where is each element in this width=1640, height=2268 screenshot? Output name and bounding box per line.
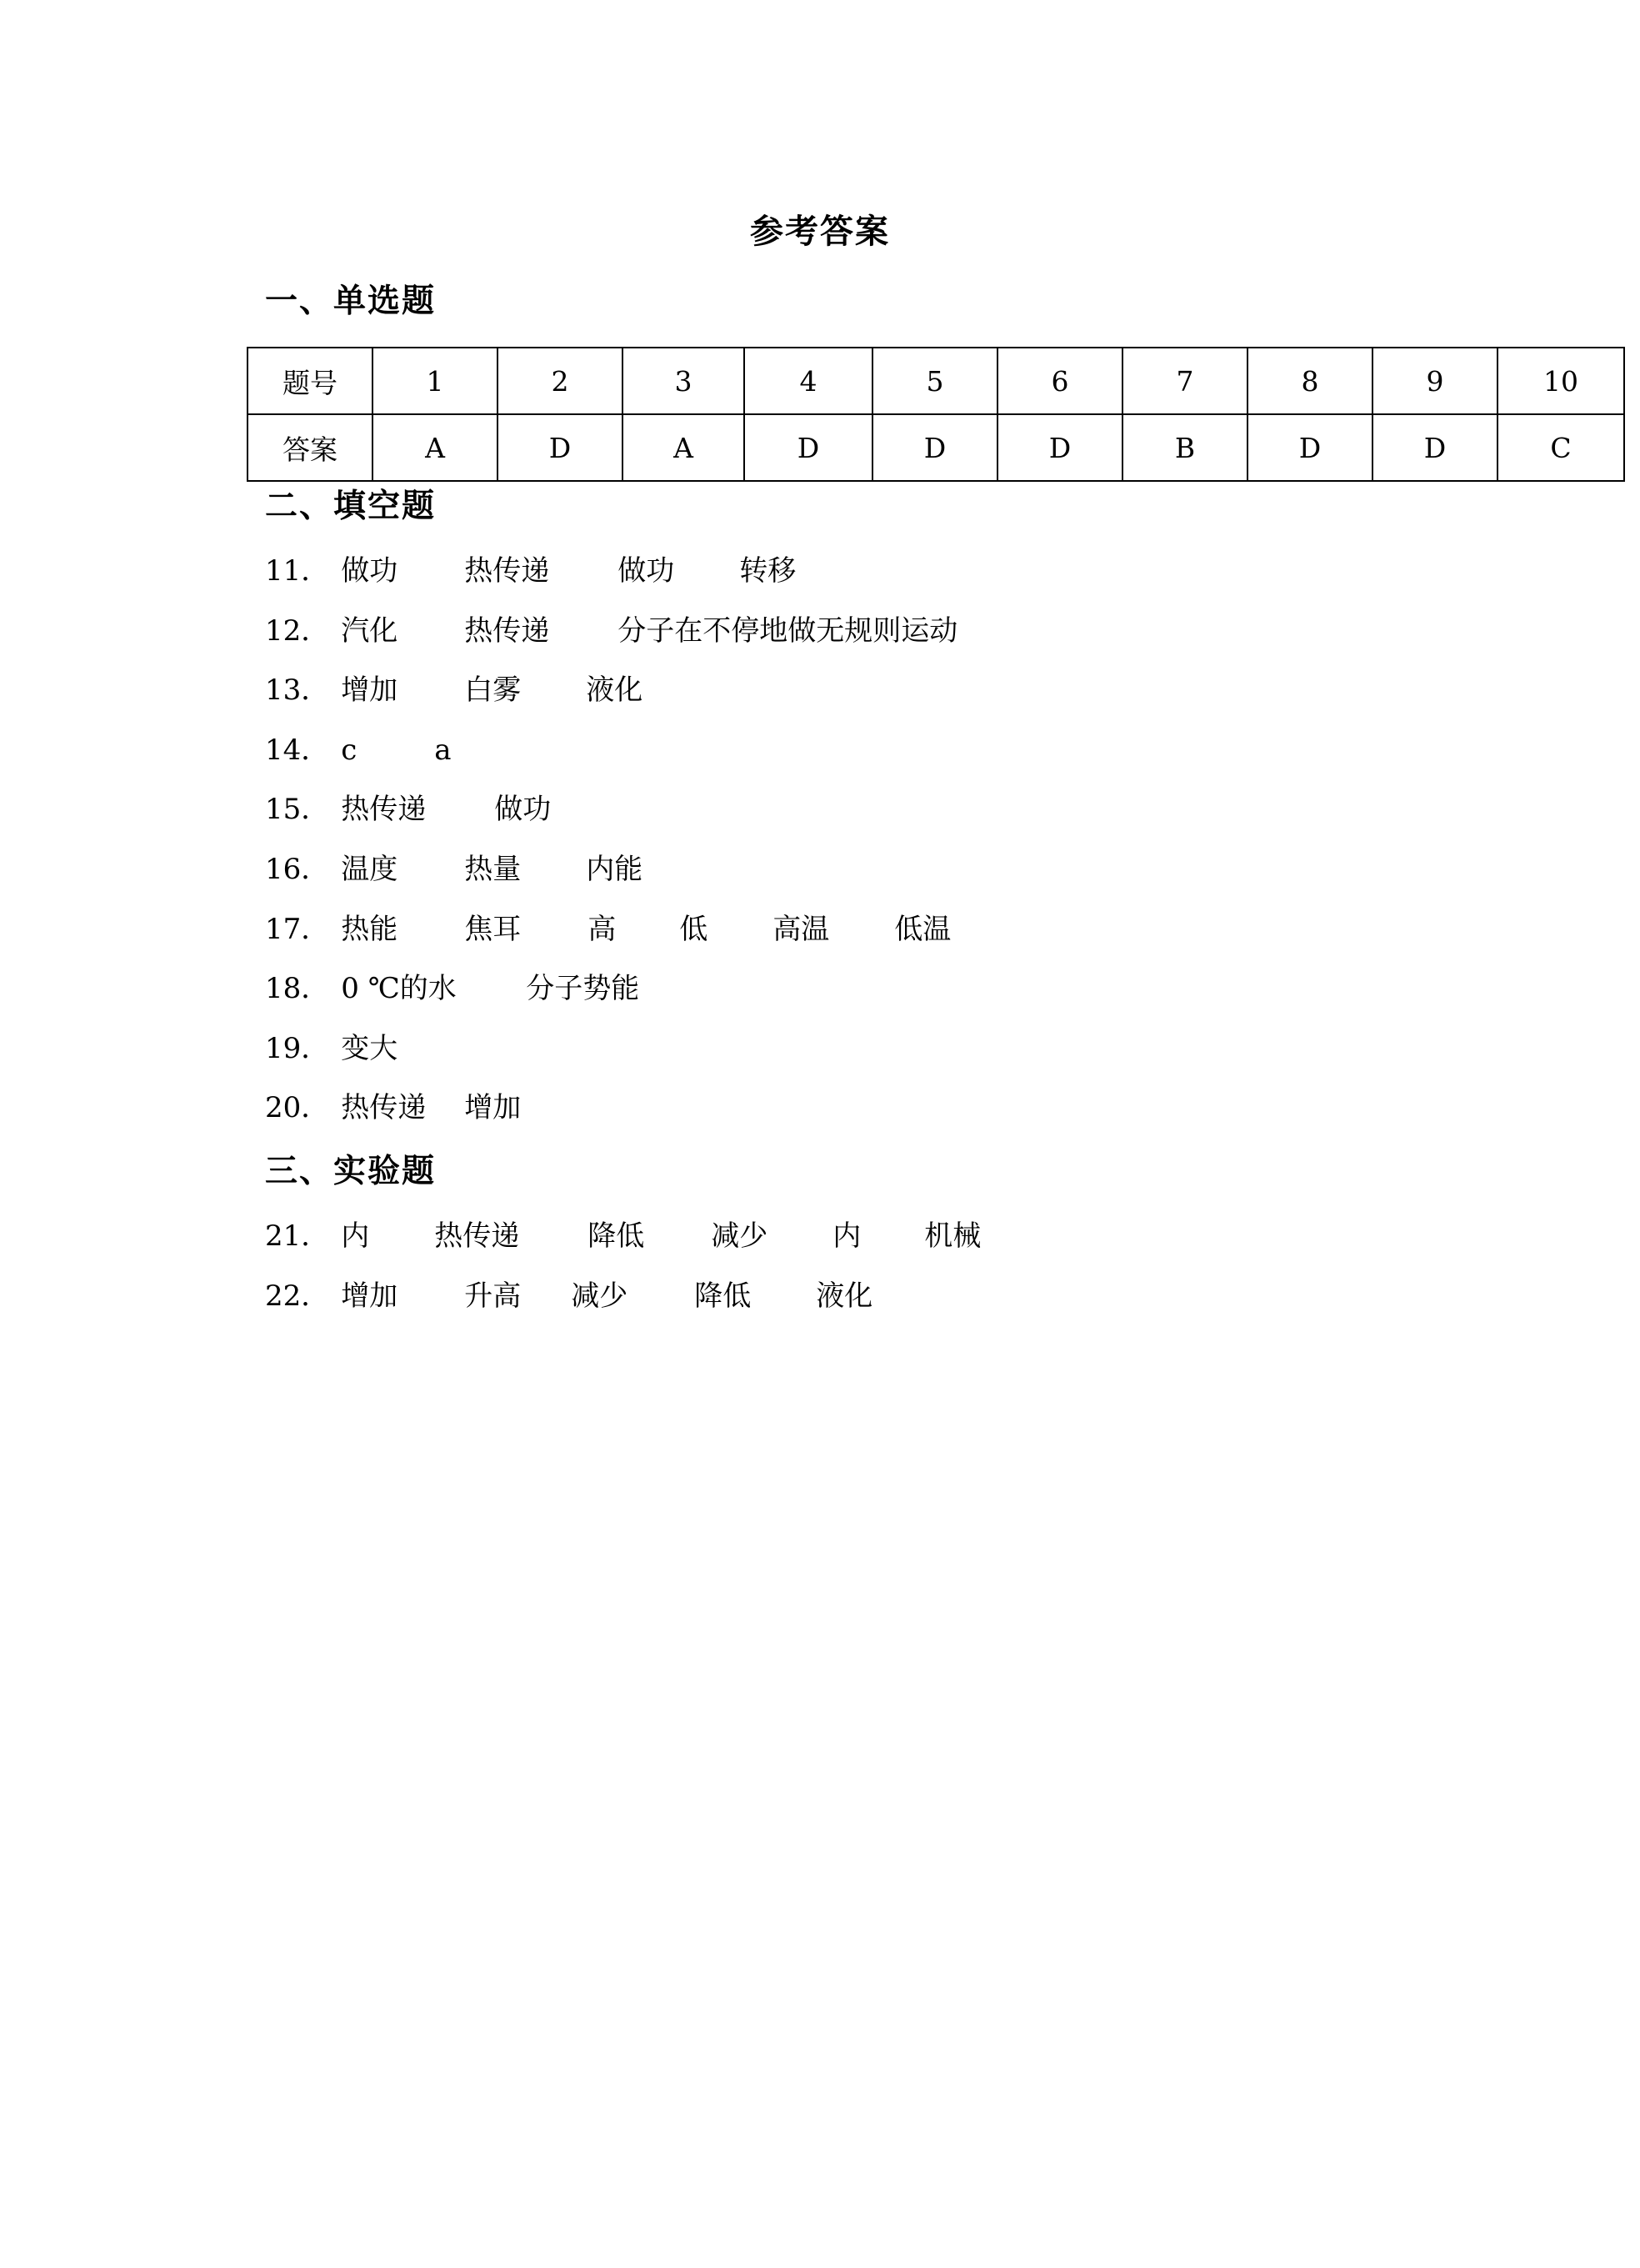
- answer-cell: D: [498, 414, 622, 481]
- answer-line-12: [265, 610, 958, 652]
- question-number: 13．: [265, 673, 330, 707]
- question-number: 4: [744, 348, 872, 414]
- answer-line-13: [265, 669, 642, 711]
- answer-item: c: [341, 733, 358, 767]
- answer-line-15: [265, 789, 551, 830]
- answer-item: 低: [679, 913, 708, 946]
- answer-cell: D: [744, 414, 872, 481]
- answer-item: 机械: [924, 1219, 982, 1253]
- answer-line-11: [265, 550, 796, 592]
- question-number: 10: [1498, 348, 1624, 414]
- question-number: 11．: [265, 554, 330, 588]
- answer-item: 内能: [586, 853, 643, 886]
- answer-item: 内: [341, 1219, 370, 1253]
- answer-item: 高温: [772, 913, 830, 946]
- answer-item: 0 ℃的水: [341, 972, 457, 1005]
- answer-line-16: [265, 849, 642, 890]
- answer-item: 焦耳: [464, 913, 522, 946]
- answer-line-14: [265, 729, 452, 771]
- answer-item: 低温: [894, 913, 952, 946]
- answer-cell: B: [1122, 414, 1248, 481]
- question-number: 21．: [265, 1219, 330, 1253]
- row-label-answer: 答案: [248, 414, 372, 481]
- answer-item: 汽化: [341, 614, 398, 648]
- question-number: 5: [872, 348, 998, 414]
- question-number: 16．: [265, 853, 330, 886]
- answer-item: 高: [588, 913, 617, 946]
- answer-item: 液化: [586, 673, 643, 707]
- answer-cell: A: [622, 414, 744, 481]
- answer-item: 减少: [711, 1219, 768, 1253]
- table-row-numbers: [248, 348, 1624, 414]
- question-number: 1: [372, 348, 498, 414]
- answer-line-20: [265, 1087, 521, 1129]
- question-number: 17．: [265, 913, 330, 946]
- answer-line-19: [265, 1028, 398, 1069]
- table-row-answers: [248, 414, 1624, 481]
- answer-item: 热能: [341, 913, 398, 946]
- answer-item: 增加: [341, 1279, 398, 1313]
- question-number: 19．: [265, 1032, 330, 1065]
- answer-item: 升高: [464, 1279, 522, 1313]
- question-number: 3: [622, 348, 744, 414]
- answer-item: 做功: [618, 554, 675, 588]
- answer-item: 降低: [588, 1219, 645, 1253]
- question-number: 7: [1122, 348, 1248, 414]
- answer-table: [247, 347, 1625, 482]
- answer-line-18: [265, 968, 639, 1009]
- answer-item: 热传递: [434, 1219, 520, 1253]
- answer-item: 温度: [341, 853, 398, 886]
- answer-cell: D: [1372, 414, 1498, 481]
- question-number: 18．: [265, 972, 330, 1005]
- answer-item: 转移: [739, 554, 797, 588]
- answer-cell: A: [372, 414, 498, 481]
- answer-item: 白雾: [464, 673, 522, 707]
- answer-item: 减少: [571, 1279, 628, 1313]
- page-title: 参考答案: [750, 213, 890, 251]
- answer-cell: C: [1498, 414, 1624, 481]
- answer-item: 热量: [464, 853, 522, 886]
- question-number: 20．: [265, 1091, 330, 1124]
- answer-item: a: [434, 733, 452, 767]
- answer-line-21: [265, 1215, 981, 1257]
- answer-item: 热传递: [464, 554, 550, 588]
- answer-item: 热传递: [341, 793, 427, 826]
- answer-item: 做功: [341, 554, 398, 588]
- question-number: 12．: [265, 614, 330, 648]
- question-number: 22．: [265, 1279, 330, 1313]
- answer-item: 增加: [464, 1091, 522, 1124]
- answer-item: 内: [832, 1219, 862, 1253]
- answer-line-17: [265, 909, 951, 950]
- section-heading-experiment: 三、实验题: [265, 1153, 437, 1190]
- answer-item: 做功: [494, 793, 552, 826]
- question-number: 2: [498, 348, 622, 414]
- answer-cell: D: [1248, 414, 1372, 481]
- answer-cell: D: [998, 414, 1122, 481]
- question-number: 8: [1248, 348, 1372, 414]
- answer-item: 分子势能: [526, 972, 640, 1005]
- answer-item: 热传递: [341, 1091, 427, 1124]
- answer-cell: D: [872, 414, 998, 481]
- question-number: 6: [998, 348, 1122, 414]
- question-number: 9: [1372, 348, 1498, 414]
- answer-line-22: [265, 1275, 872, 1317]
- answer-item: 增加: [341, 673, 398, 707]
- section-heading-fill-blank: 二、填空题: [265, 488, 437, 525]
- question-number: 14．: [265, 733, 330, 767]
- section-heading-single-choice: 一、单选题: [265, 283, 437, 320]
- answer-item: 变大: [341, 1032, 398, 1065]
- answer-item: 液化: [816, 1279, 873, 1313]
- answer-item: 分子在不停地做无规则运动: [618, 614, 958, 648]
- answer-item: 降低: [694, 1279, 752, 1313]
- question-number: 15．: [265, 793, 330, 826]
- row-label-number: 题号: [248, 348, 372, 414]
- answer-item: 热传递: [464, 614, 550, 648]
